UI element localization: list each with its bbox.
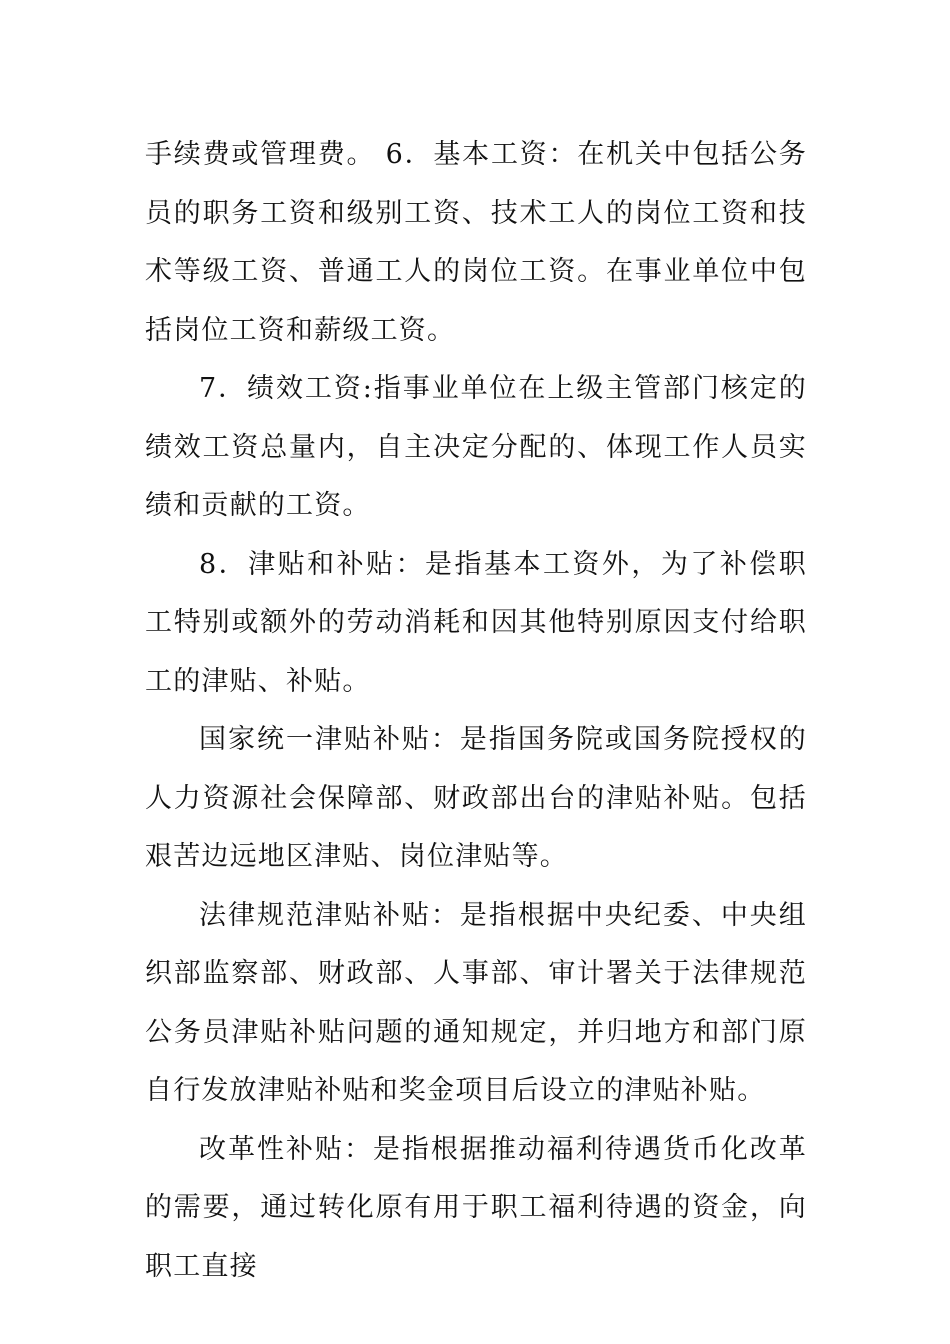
document-page bbox=[145, 126, 807, 1296]
paragraph-basic-salary: 手续费或管理费。 6．基本工资：在机关中包括公务员的职务工资和级别工资、技术工人的岗位工资和技术等级工资、普通工人的岗位工资。在事业单位中包括岗位工资和薪级工资。 bbox=[145, 139, 807, 346]
paragraph-allowances-subsidies: 8．津贴和补贴：是指基本工资外，为了补偿职工特别或额外的劳动消耗和因其他特别原因支付给职工的津贴、补贴。 bbox=[145, 548, 807, 697]
paragraph-national-allowances: 国家统一津贴补贴：是指国务院或国务院授权的人力资源社会保障部、财政部出台的津贴补贴。包括艰苦边远地区津贴、岗位津贴等。 bbox=[145, 724, 807, 872]
paragraph-regulated-allowances: 法律规范津贴补贴：是指根据中央纪委、中央组织部监察部、财政部、人事部、审计署关于法律规范公务员津贴补贴问题的通知规定，并归地方和部门原自行发放津贴补贴和奖金项目后设立的津贴补贴。 bbox=[145, 899, 807, 1106]
paragraph-reform-subsidies: 改革性补贴：是指根据推动福利待遇货币化改革的需要，通过转化原有用于职工福利待遇的资金，向职工直接 bbox=[145, 1133, 807, 1282]
paragraph-performance-salary: 7．绩效工资:指事业单位在上级主管部门核定的绩效工资总量内，自主决定分配的、体现工作人员实绩和贡献的工资。 bbox=[145, 373, 807, 521]
